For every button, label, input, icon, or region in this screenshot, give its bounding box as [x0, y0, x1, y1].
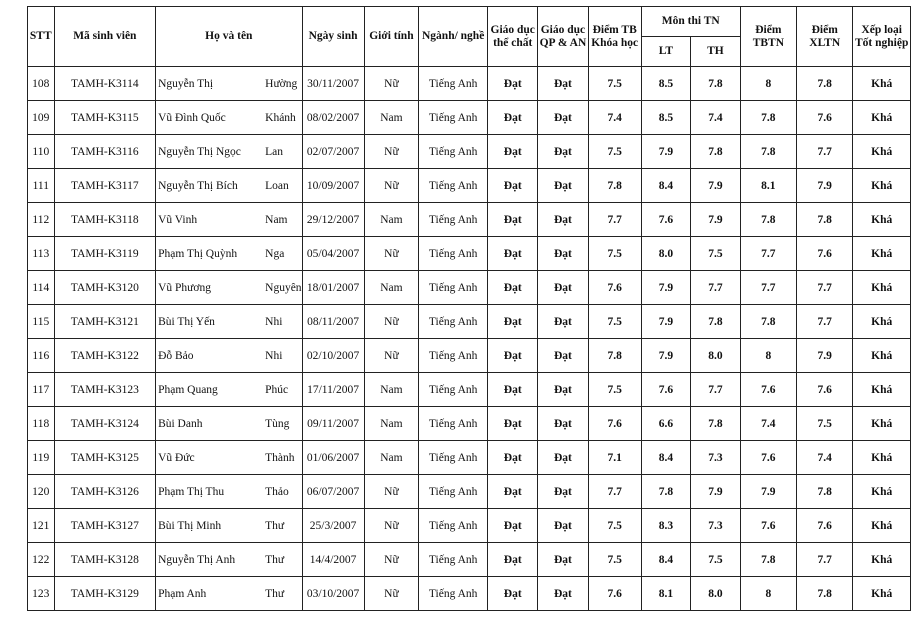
cell-practice-score: 7.8	[691, 305, 741, 339]
cell-birth-date: 18/01/2007	[302, 271, 364, 305]
cell-gender: Nữ	[364, 509, 419, 543]
cell-family-name: Bùi Danh	[156, 407, 264, 441]
cell-physical-education: Đạt	[488, 271, 538, 305]
cell-graduation-average: 8.1	[740, 169, 796, 203]
header-stt: STT	[28, 7, 55, 67]
cell-stt: 115	[28, 305, 55, 339]
cell-student-id: TAMH-K3127	[54, 509, 155, 543]
header-graduation-average: Điểm TBTN	[740, 7, 796, 67]
cell-gender: Nữ	[364, 543, 419, 577]
cell-given-name: Nga	[263, 237, 302, 271]
cell-given-name: Thành	[263, 441, 302, 475]
cell-theory-score: 7.9	[641, 271, 690, 305]
cell-graduation-rank: Khá	[853, 475, 911, 509]
cell-gender: Nữ	[364, 169, 419, 203]
cell-practice-score: 7.8	[691, 407, 741, 441]
cell-given-name: Nam	[263, 203, 302, 237]
cell-given-name: Nhi	[263, 305, 302, 339]
cell-theory-score: 7.9	[641, 339, 690, 373]
header-graduation-classification-score: Điểm XLTN	[797, 7, 853, 67]
cell-graduation-rank: Khá	[853, 203, 911, 237]
table-row	[28, 237, 911, 271]
cell-stt: 118	[28, 407, 55, 441]
cell-stt: 122	[28, 543, 55, 577]
cell-student-id: TAMH-K3125	[54, 441, 155, 475]
cell-practice-score: 7.3	[691, 441, 741, 475]
cell-theory-score: 8.4	[641, 441, 690, 475]
cell-stt: 123	[28, 577, 55, 611]
cell-stt: 119	[28, 441, 55, 475]
table-row	[28, 577, 911, 611]
cell-family-name: Vũ Phương	[156, 271, 264, 305]
cell-course-average: 7.4	[588, 101, 641, 135]
cell-family-name: Bùi Thị Minh	[156, 509, 264, 543]
header-student-id: Mã sinh viên	[54, 7, 155, 67]
cell-physical-education: Đạt	[488, 101, 538, 135]
table-body	[28, 67, 911, 611]
cell-practice-score: 7.9	[691, 203, 741, 237]
cell-physical-education: Đạt	[488, 339, 538, 373]
cell-course-average: 7.5	[588, 237, 641, 271]
cell-graduation-rank: Khá	[853, 101, 911, 135]
cell-family-name: Bùi Thị Yến	[156, 305, 264, 339]
cell-graduation-average: 7.8	[740, 101, 796, 135]
cell-defense-education: Đạt	[538, 441, 588, 475]
table-row	[28, 339, 911, 373]
cell-practice-score: 7.5	[691, 237, 741, 271]
cell-physical-education: Đạt	[488, 441, 538, 475]
cell-family-name: Nguyễn Thị Bích	[156, 169, 264, 203]
cell-major: Tiếng Anh	[419, 67, 488, 101]
cell-physical-education: Đạt	[488, 509, 538, 543]
table-row	[28, 373, 911, 407]
cell-course-average: 7.5	[588, 543, 641, 577]
header-physical-education: Giáo dục thể chất	[488, 7, 538, 67]
cell-graduation-rank: Khá	[853, 543, 911, 577]
cell-family-name: Phạm Anh	[156, 577, 264, 611]
cell-major: Tiếng Anh	[419, 407, 488, 441]
cell-physical-education: Đạt	[488, 373, 538, 407]
cell-stt: 117	[28, 373, 55, 407]
cell-student-id: TAMH-K3123	[54, 373, 155, 407]
cell-student-id: TAMH-K3117	[54, 169, 155, 203]
cell-gender: Nam	[364, 407, 419, 441]
cell-practice-score: 7.9	[691, 169, 741, 203]
header-graduation-exams: Môn thi TN	[641, 7, 740, 37]
cell-defense-education: Đạt	[538, 509, 588, 543]
cell-defense-education: Đạt	[538, 169, 588, 203]
cell-course-average: 7.8	[588, 169, 641, 203]
document-page	[27, 6, 911, 611]
header-course-average: Điểm TB Khóa học	[588, 7, 641, 67]
cell-theory-score: 8.4	[641, 169, 690, 203]
cell-graduation-rank: Khá	[853, 135, 911, 169]
cell-birth-date: 03/10/2007	[302, 577, 364, 611]
cell-theory-score: 8.0	[641, 237, 690, 271]
graduation-results-table	[27, 6, 911, 611]
cell-graduation-average: 7.4	[740, 407, 796, 441]
cell-graduation-average: 7.6	[740, 509, 796, 543]
cell-physical-education: Đạt	[488, 237, 538, 271]
cell-graduation-average: 7.8	[740, 305, 796, 339]
cell-graduation-classification-score: 7.7	[797, 135, 853, 169]
cell-graduation-average: 8	[740, 339, 796, 373]
cell-practice-score: 7.5	[691, 543, 741, 577]
cell-defense-education: Đạt	[538, 271, 588, 305]
cell-family-name: Nguyễn Thị	[156, 67, 264, 101]
cell-practice-score: 7.7	[691, 373, 741, 407]
cell-graduation-classification-score: 7.6	[797, 101, 853, 135]
cell-stt: 110	[28, 135, 55, 169]
cell-graduation-rank: Khá	[853, 373, 911, 407]
cell-student-id: TAMH-K3119	[54, 237, 155, 271]
cell-course-average: 7.5	[588, 67, 641, 101]
cell-gender: Nam	[364, 101, 419, 135]
cell-major: Tiếng Anh	[419, 509, 488, 543]
cell-graduation-classification-score: 7.8	[797, 203, 853, 237]
cell-student-id: TAMH-K3122	[54, 339, 155, 373]
cell-family-name: Vũ Đức	[156, 441, 264, 475]
cell-theory-score: 8.3	[641, 509, 690, 543]
cell-major: Tiếng Anh	[419, 475, 488, 509]
cell-graduation-classification-score: 7.7	[797, 305, 853, 339]
cell-family-name: Phạm Thị Quỳnh	[156, 237, 264, 271]
cell-family-name: Nguyễn Thị Anh	[156, 543, 264, 577]
table-row	[28, 305, 911, 339]
cell-course-average: 7.6	[588, 577, 641, 611]
cell-birth-date: 30/11/2007	[302, 67, 364, 101]
cell-defense-education: Đạt	[538, 101, 588, 135]
cell-course-average: 7.5	[588, 135, 641, 169]
table-row	[28, 475, 911, 509]
cell-theory-score: 7.9	[641, 305, 690, 339]
table-row	[28, 509, 911, 543]
cell-family-name: Vũ Đình Quốc	[156, 101, 264, 135]
cell-birth-date: 10/09/2007	[302, 169, 364, 203]
cell-graduation-average: 7.7	[740, 237, 796, 271]
cell-graduation-rank: Khá	[853, 577, 911, 611]
cell-major: Tiếng Anh	[419, 203, 488, 237]
cell-practice-score: 7.7	[691, 271, 741, 305]
cell-gender: Nữ	[364, 135, 419, 169]
cell-birth-date: 01/06/2007	[302, 441, 364, 475]
cell-graduation-rank: Khá	[853, 305, 911, 339]
cell-course-average: 7.7	[588, 475, 641, 509]
cell-graduation-rank: Khá	[853, 271, 911, 305]
cell-physical-education: Đạt	[488, 169, 538, 203]
cell-course-average: 7.5	[588, 373, 641, 407]
cell-family-name: Phạm Quang	[156, 373, 264, 407]
cell-practice-score: 7.8	[691, 67, 741, 101]
cell-physical-education: Đạt	[488, 203, 538, 237]
table-row	[28, 203, 911, 237]
cell-defense-education: Đạt	[538, 577, 588, 611]
cell-major: Tiếng Anh	[419, 543, 488, 577]
table-row	[28, 441, 911, 475]
cell-gender: Nữ	[364, 475, 419, 509]
cell-graduation-classification-score: 7.8	[797, 577, 853, 611]
cell-graduation-classification-score: 7.9	[797, 169, 853, 203]
cell-gender: Nam	[364, 271, 419, 305]
cell-major: Tiếng Anh	[419, 169, 488, 203]
cell-graduation-average: 8	[740, 67, 796, 101]
cell-major: Tiếng Anh	[419, 101, 488, 135]
table-row	[28, 543, 911, 577]
cell-course-average: 7.8	[588, 339, 641, 373]
cell-birth-date: 02/10/2007	[302, 339, 364, 373]
cell-gender: Nữ	[364, 237, 419, 271]
cell-gender: Nam	[364, 441, 419, 475]
cell-student-id: TAMH-K3124	[54, 407, 155, 441]
cell-given-name: Nhi	[263, 339, 302, 373]
cell-defense-education: Đạt	[538, 475, 588, 509]
cell-graduation-classification-score: 7.8	[797, 475, 853, 509]
cell-physical-education: Đạt	[488, 543, 538, 577]
header-major: Ngành/ nghề	[419, 7, 488, 67]
cell-stt: 120	[28, 475, 55, 509]
cell-birth-date: 05/04/2007	[302, 237, 364, 271]
cell-course-average: 7.5	[588, 509, 641, 543]
cell-gender: Nam	[364, 373, 419, 407]
cell-graduation-classification-score: 7.6	[797, 373, 853, 407]
cell-birth-date: 25/3/2007	[302, 509, 364, 543]
cell-graduation-classification-score: 7.8	[797, 67, 853, 101]
cell-graduation-average: 7.6	[740, 373, 796, 407]
cell-major: Tiếng Anh	[419, 339, 488, 373]
cell-student-id: TAMH-K3129	[54, 577, 155, 611]
cell-graduation-rank: Khá	[853, 407, 911, 441]
cell-theory-score: 8.5	[641, 101, 690, 135]
cell-physical-education: Đạt	[488, 475, 538, 509]
cell-graduation-classification-score: 7.4	[797, 441, 853, 475]
cell-graduation-average: 8	[740, 577, 796, 611]
cell-stt: 111	[28, 169, 55, 203]
cell-physical-education: Đạt	[488, 577, 538, 611]
cell-major: Tiếng Anh	[419, 577, 488, 611]
cell-defense-education: Đạt	[538, 305, 588, 339]
cell-theory-score: 7.9	[641, 135, 690, 169]
cell-birth-date: 02/07/2007	[302, 135, 364, 169]
cell-given-name: Thư	[263, 577, 302, 611]
cell-gender: Nữ	[364, 577, 419, 611]
cell-gender: Nữ	[364, 339, 419, 373]
cell-graduation-classification-score: 7.6	[797, 509, 853, 543]
cell-graduation-average: 7.6	[740, 441, 796, 475]
cell-practice-score: 7.8	[691, 135, 741, 169]
header-theory: LT	[641, 37, 690, 67]
cell-practice-score: 7.4	[691, 101, 741, 135]
cell-student-id: TAMH-K3114	[54, 67, 155, 101]
cell-birth-date: 14/4/2007	[302, 543, 364, 577]
cell-graduation-average: 7.8	[740, 135, 796, 169]
cell-practice-score: 7.3	[691, 509, 741, 543]
cell-stt: 113	[28, 237, 55, 271]
cell-theory-score: 8.4	[641, 543, 690, 577]
cell-student-id: TAMH-K3121	[54, 305, 155, 339]
header-graduation-rank: Xếp loại Tốt nghiệp	[853, 7, 911, 67]
cell-given-name: Nguyên	[263, 271, 302, 305]
header-full-name: Họ và tên	[156, 7, 303, 67]
cell-graduation-classification-score: 7.7	[797, 543, 853, 577]
cell-practice-score: 8.0	[691, 339, 741, 373]
table-row	[28, 169, 911, 203]
cell-theory-score: 6.6	[641, 407, 690, 441]
cell-birth-date: 08/02/2007	[302, 101, 364, 135]
cell-major: Tiếng Anh	[419, 305, 488, 339]
cell-theory-score: 7.6	[641, 373, 690, 407]
cell-physical-education: Đạt	[488, 305, 538, 339]
table-row	[28, 407, 911, 441]
cell-gender: Nữ	[364, 305, 419, 339]
cell-practice-score: 7.9	[691, 475, 741, 509]
cell-given-name: Loan	[263, 169, 302, 203]
cell-given-name: Thảo	[263, 475, 302, 509]
cell-family-name: Vũ Vinh	[156, 203, 264, 237]
cell-graduation-rank: Khá	[853, 237, 911, 271]
cell-physical-education: Đạt	[488, 67, 538, 101]
cell-graduation-average: 7.7	[740, 271, 796, 305]
cell-graduation-classification-score: 7.9	[797, 339, 853, 373]
table-row	[28, 101, 911, 135]
cell-student-id: TAMH-K3118	[54, 203, 155, 237]
cell-stt: 108	[28, 67, 55, 101]
cell-given-name: Thư	[263, 509, 302, 543]
cell-defense-education: Đạt	[538, 237, 588, 271]
cell-student-id: TAMH-K3128	[54, 543, 155, 577]
table-row	[28, 135, 911, 169]
cell-major: Tiếng Anh	[419, 135, 488, 169]
cell-graduation-average: 7.9	[740, 475, 796, 509]
header-row	[28, 7, 911, 37]
cell-major: Tiếng Anh	[419, 441, 488, 475]
cell-course-average: 7.1	[588, 441, 641, 475]
cell-physical-education: Đạt	[488, 135, 538, 169]
cell-graduation-rank: Khá	[853, 339, 911, 373]
cell-birth-date: 17/11/2007	[302, 373, 364, 407]
header-defense-education: Giáo dục QP & AN	[538, 7, 588, 67]
cell-course-average: 7.7	[588, 203, 641, 237]
cell-given-name: Phúc	[263, 373, 302, 407]
cell-major: Tiếng Anh	[419, 373, 488, 407]
cell-defense-education: Đạt	[538, 543, 588, 577]
cell-major: Tiếng Anh	[419, 237, 488, 271]
cell-stt: 121	[28, 509, 55, 543]
cell-given-name: Hường	[263, 67, 302, 101]
cell-gender: Nam	[364, 203, 419, 237]
cell-graduation-rank: Khá	[853, 509, 911, 543]
cell-student-id: TAMH-K3115	[54, 101, 155, 135]
cell-student-id: TAMH-K3120	[54, 271, 155, 305]
cell-stt: 109	[28, 101, 55, 135]
cell-defense-education: Đạt	[538, 135, 588, 169]
cell-given-name: Thư	[263, 543, 302, 577]
cell-gender: Nữ	[364, 67, 419, 101]
cell-given-name: Khánh	[263, 101, 302, 135]
header-gender: Giới tính	[364, 7, 419, 67]
cell-theory-score: 7.6	[641, 203, 690, 237]
cell-birth-date: 08/11/2007	[302, 305, 364, 339]
cell-course-average: 7.5	[588, 305, 641, 339]
cell-student-id: TAMH-K3126	[54, 475, 155, 509]
cell-physical-education: Đạt	[488, 407, 538, 441]
cell-birth-date: 09/11/2007	[302, 407, 364, 441]
cell-birth-date: 29/12/2007	[302, 203, 364, 237]
cell-graduation-average: 7.8	[740, 203, 796, 237]
header-practice: TH	[691, 37, 741, 67]
cell-family-name: Nguyễn Thị Ngọc	[156, 135, 264, 169]
cell-family-name: Đỗ Bảo	[156, 339, 264, 373]
cell-defense-education: Đạt	[538, 67, 588, 101]
cell-graduation-classification-score: 7.7	[797, 271, 853, 305]
cell-graduation-rank: Khá	[853, 67, 911, 101]
cell-theory-score: 8.1	[641, 577, 690, 611]
cell-graduation-classification-score: 7.6	[797, 237, 853, 271]
cell-birth-date: 06/07/2007	[302, 475, 364, 509]
cell-stt: 116	[28, 339, 55, 373]
cell-defense-education: Đạt	[538, 407, 588, 441]
cell-major: Tiếng Anh	[419, 271, 488, 305]
cell-graduation-rank: Khá	[853, 169, 911, 203]
header-birth-date: Ngày sinh	[302, 7, 364, 67]
cell-theory-score: 7.8	[641, 475, 690, 509]
cell-student-id: TAMH-K3116	[54, 135, 155, 169]
cell-given-name: Lan	[263, 135, 302, 169]
cell-graduation-classification-score: 7.5	[797, 407, 853, 441]
cell-defense-education: Đạt	[538, 203, 588, 237]
cell-theory-score: 8.5	[641, 67, 690, 101]
cell-defense-education: Đạt	[538, 339, 588, 373]
cell-defense-education: Đạt	[538, 373, 588, 407]
cell-graduation-rank: Khá	[853, 441, 911, 475]
table-row	[28, 271, 911, 305]
cell-course-average: 7.6	[588, 407, 641, 441]
cell-practice-score: 8.0	[691, 577, 741, 611]
cell-course-average: 7.6	[588, 271, 641, 305]
cell-stt: 112	[28, 203, 55, 237]
cell-family-name: Phạm Thị Thu	[156, 475, 264, 509]
table-row	[28, 67, 911, 101]
cell-graduation-average: 7.8	[740, 543, 796, 577]
cell-given-name: Tùng	[263, 407, 302, 441]
cell-stt: 114	[28, 271, 55, 305]
